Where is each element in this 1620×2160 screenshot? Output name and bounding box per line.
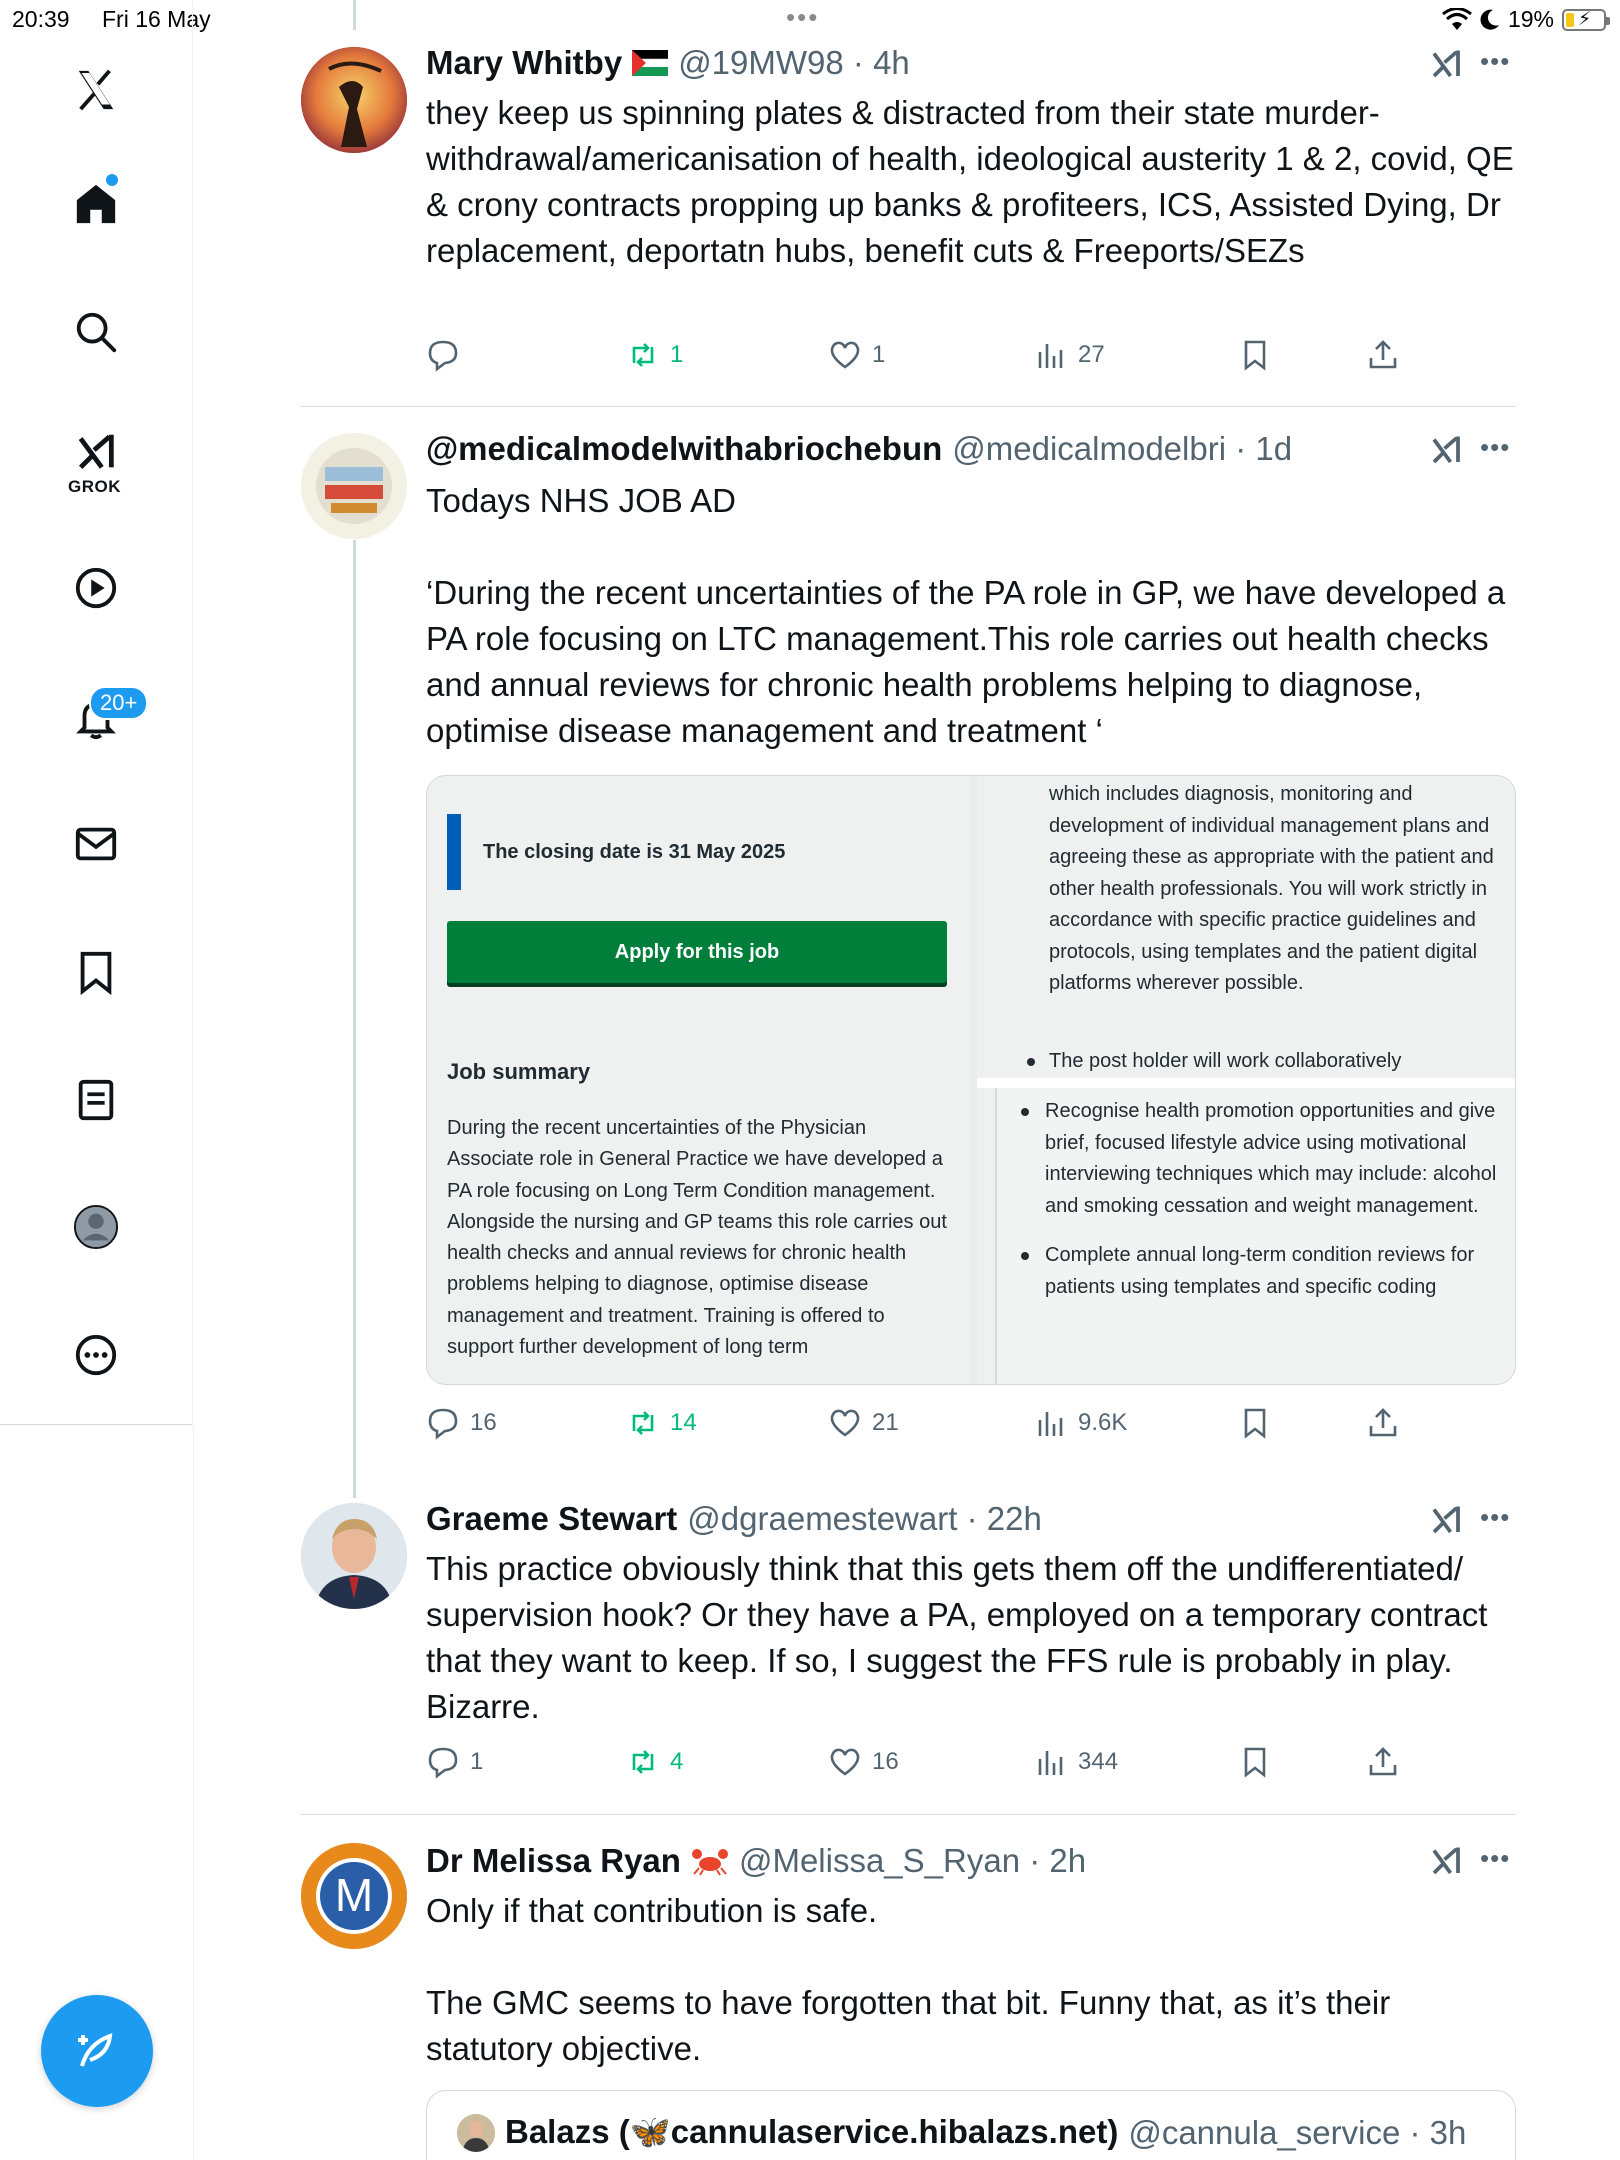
bookmark-button[interactable] [1238,338,1272,372]
compose-post-button[interactable] [41,1995,153,2107]
tweet-4-text: Only if that contribution is safe. The GMC seems to have forgotten that bit. Funny that, as it’s their statutory objective. [426,1892,1391,2067]
tweet-1-text: they keep us spinning plates & distracted from their state murder-withdrawal/americanisation of health, ideological austerity 1 & 2, covid, QE & crony contracts propping up banks & profiteers, ICS, Assisted Dying, Dr replacement, deportatn hubs, benefit cuts & Freeports/SEZs [426,94,1523,269]
view-count: 344 [1078,1748,1119,1775]
repost-button[interactable] [626,338,683,372]
tweet-1-actions [426,338,1516,382]
right-bullet-text: The post holder will work collaboratively [1049,1050,1402,1072]
tweet-2-time[interactable]: 1d [1255,430,1293,467]
repost-icon [626,1406,660,1440]
bookmark-icon [1238,1406,1272,1440]
bookmark-icon [1238,338,1272,372]
crab-icon [691,1846,729,1876]
video-play-icon[interactable] [64,556,128,620]
like-button[interactable] [828,338,885,372]
tweet-2-header: @medicalmodelwithabriochebun @medicalmodelbri · 1d [426,430,1293,467]
media-right-bullet [1027,1046,1507,1077]
tweet-1-time[interactable]: 4h [873,44,910,81]
share-icon [1366,1745,1400,1779]
repost-icon [626,1745,660,1779]
heart-icon [828,338,862,372]
heart-icon [828,1745,862,1779]
reply-button[interactable] [426,1406,497,1440]
bookmark-button[interactable] [1238,1745,1272,1779]
tweet-2-handle[interactable]: @medicalmodelbri [952,430,1227,467]
repost-count: 14 [670,1409,697,1436]
repost-button[interactable] [626,1745,683,1779]
views-chart-icon [1034,1745,1068,1779]
bookmark-button[interactable] [1238,1406,1272,1440]
tweet-3-header: Graeme Stewart @dgraemestewart · 22h [426,1500,1042,1537]
profile-avatar-icon[interactable] [64,1195,128,1259]
avatar-graeme-stewart[interactable] [301,1503,407,1609]
x-logo-icon[interactable] [64,58,128,122]
tweet-2-author-name[interactable]: @medicalmodelwithabriochebun [426,430,943,467]
quoted-tweet-header: Balazs (🦋cannulaservice.hibalazs.net) @cannula_service · 3h [457,2113,1466,2152]
tweet-2-actions [426,1406,1516,1450]
closing-date-box: The closing date is 31 May 2025 [447,814,785,890]
media-bullet-item [1021,1096,1501,1222]
share-button[interactable] [1366,338,1400,372]
tweet-3-time[interactable]: 22h [986,1500,1042,1537]
tweet-2-more-icon[interactable]: ••• [1480,432,1511,462]
quoted-handle[interactable]: @cannula_service [1128,2113,1401,2151]
sidebar [0,0,193,1425]
avatar-medicalmodel[interactable] [301,433,407,539]
avatar-mary-whitby[interactable] [301,47,407,153]
share-icon [1366,338,1400,372]
tweet-4-author-name[interactable]: Dr Melissa Ryan [426,1842,681,1879]
quoted-tweet[interactable] [426,2090,1516,2160]
like-count: 21 [872,1409,899,1436]
tweet-3-handle[interactable]: @dgraemestewart [687,1500,958,1537]
views-chart-icon [1034,1406,1068,1440]
reply-count: 16 [470,1409,497,1436]
job-summary-text: During the recent uncertainties of the Physician Associate role in General Practice we have developed a PA role focusing on Long Term Condition management. Alongside the nursing and GP teams this role carries out health checks and annual reviews for chronic health problems helping to diagnose, optimise disease management and treatment. Training is offered to support further development of long term [447,1117,947,1359]
reply-icon [426,1745,460,1779]
job-summary-heading: Job summary [447,1059,591,1084]
more-options-icon[interactable] [64,1323,128,1387]
tweet-3-actions [426,1745,1516,1789]
status-right [1442,6,1606,33]
battery-icon: ⚡ [1562,9,1606,31]
reply-count: 1 [470,1748,484,1775]
share-icon [1366,1406,1400,1440]
messages-envelope-icon[interactable] [64,812,128,876]
home-unread-dot [106,174,118,186]
repost-icon [626,338,660,372]
repost-count: 4 [670,1748,684,1775]
tweet-4-header: Dr Melissa Ryan @Melissa_S_Ryan · 2h [426,1842,1087,1879]
tweet-1-header: Mary Whitby @19MW98 · 4h [426,44,910,81]
search-icon[interactable] [64,300,128,364]
media-bullet-item [1021,1240,1501,1303]
share-button[interactable] [1366,1406,1400,1440]
like-count: 16 [872,1748,899,1775]
view-count: 27 [1078,341,1105,368]
moon-icon [1480,9,1500,31]
tweet-2-text: Todays NHS JOB AD ‘During the recent uncertainties of the PA role in GP, we have developed a PA role focusing on LTC management.This role carries out health checks and annual reviews for chronic health problems helping to diagnose, optimise disease management and treatment ‘ [426,482,1506,749]
view-count: 9.6K [1078,1409,1128,1436]
wifi-icon [1442,8,1472,32]
bookmark-icon [1238,1745,1272,1779]
reply-icon [426,1406,460,1440]
tweet-4-more-icon[interactable]: ••• [1480,1843,1511,1873]
quoted-avatar [457,2114,495,2152]
quoted-time[interactable]: 3h [1429,2113,1467,2151]
like-count: 1 [872,341,886,368]
repost-count: 1 [670,341,684,368]
compose-feather-icon [70,2024,124,2078]
quoted-author-name[interactable]: Balazs (🦋cannulaservice.hibalazs.net) [505,2113,1119,2150]
bullet-text: Recognise health promotion opportunities and give brief, focused lifestyle advice using motivational interviewing techniques which may include: alcohol and smoking cessation and weight management. [1045,1100,1497,1217]
notifications-badge: 20+ [89,686,148,720]
thread-line-top [353,0,356,30]
views-button[interactable] [1034,1745,1118,1779]
tweet-1-more-icon[interactable]: ••• [1480,46,1511,76]
tweet-3-more-icon[interactable]: ••• [1480,1502,1511,1532]
status-time: 20:39 [12,6,70,32]
thread-line-2 [353,540,356,1498]
media-left-panel [427,776,970,1385]
grok-icon[interactable] [64,420,128,484]
tweet-divider [300,1814,1516,1815]
status-bar [0,0,1620,40]
tweet-divider [300,406,1516,407]
reply-button[interactable] [426,1745,483,1779]
tweet-4-time[interactable]: 2h [1049,1842,1087,1879]
share-button[interactable] [1366,1745,1400,1779]
reply-button[interactable] [426,338,470,372]
palestine-flag-icon [632,50,668,76]
home-icon[interactable] [64,172,128,236]
media-bullet-list [1021,1096,1501,1321]
heart-icon [828,1406,862,1440]
avatar-melissa-ryan[interactable] [301,1843,407,1949]
media-right-text: which includes diagnosis, monitoring and development of individual management plans and agreeing these as appropriate with the patient and other health professionals. You will work strictly in accordance with specific practice guidelines and protocols, using templates and the patient digital platforms wherever possible. [1049,783,1494,994]
tweet-1-grok-icon[interactable] [1428,46,1464,82]
repost-button[interactable] [626,1406,697,1440]
bullet-text: Complete annual long-term condition reviews for patients using templates and specific coding [1045,1244,1475,1298]
battery-percent: 19% [1507,6,1554,32]
bookmarks-icon[interactable] [64,940,128,1004]
tweet-4-grok-icon[interactable] [1428,1843,1464,1879]
tweet-3-text: This practice obviously think that this gets them off the undifferentiated/ supervision hook? Or they have a PA, employed on a temporary contract that they want to keep. If so, I suggest the FFS rule is probably in play. Bizarre. [426,1550,1497,1725]
avatar-initial: M [334,1869,374,1921]
sidebar-border [193,1425,194,2160]
tweet-4-handle[interactable]: @Melissa_S_Ryan [738,1842,1021,1879]
media-right-separator [977,1078,1516,1088]
tweet-3-grok-icon[interactable] [1428,1502,1464,1538]
tweet-2-media-image[interactable] [426,775,1516,1385]
apply-for-job-button: Apply for this job [447,921,947,983]
tweet-2-grok-icon[interactable] [1428,432,1464,468]
multitask-dots-icon[interactable]: ••• [786,2,820,32]
views-button[interactable] [1034,1406,1127,1440]
views-chart-icon [1034,338,1068,372]
lists-icon[interactable] [64,1068,128,1132]
status-date: Fri 16 May [102,6,211,32]
tweet-3-author-name[interactable]: Graeme Stewart [426,1500,678,1537]
grok-label: GROK [68,477,121,496]
tweet-1-author-name[interactable]: Mary Whitby [426,44,623,81]
views-button[interactable] [1034,338,1105,372]
like-button[interactable] [828,1745,899,1779]
like-button[interactable] [828,1406,899,1440]
reply-icon [426,338,460,372]
tweet-1-handle[interactable]: @19MW98 [678,44,844,81]
